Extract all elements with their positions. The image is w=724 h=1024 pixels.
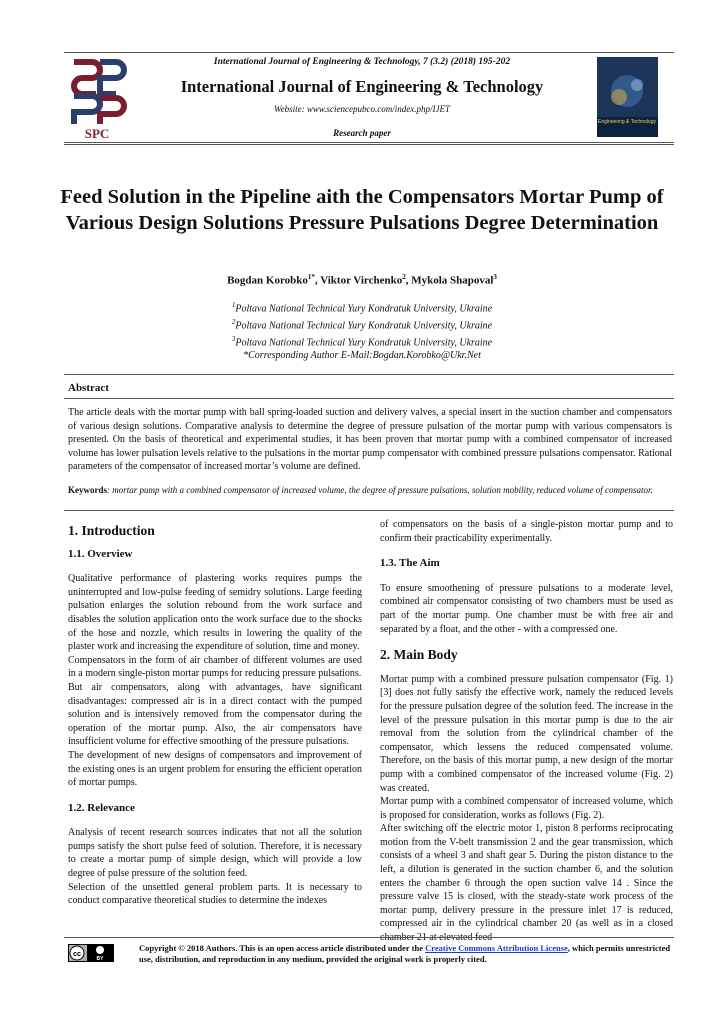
affiliations <box>0 299 724 363</box>
paragraph: But air compensators, along with advantages, have significant disadvantages: compressed air is in a direct contact with the pumped solution and is intensively removed from the compensator during the operation of the mortar pump. Also, the air compensators have insufficient volume for effective smoothing of the pressure pulsations. <box>68 681 362 748</box>
left-column <box>68 524 362 908</box>
author-superscript: 3 <box>493 273 497 281</box>
author-superscript: 2 <box>402 273 406 281</box>
right-column <box>380 518 673 945</box>
paragraph: To ensure smoothening of pressure pulsations to a moderate level, combined air compensator consisting of two chambers must be used as part of the mortar pump. One chamber must be with free air and separated by a float, and the other - with a compressed one. <box>380 582 673 635</box>
paragraph: of compensators on the basis of a single-piston mortar pump and to confirm their practicability experimentally. <box>380 519 673 544</box>
copyright-text-end: , which permits unrestricted use, distribution, and reproduction in any medium, provided the original work is properly cited. <box>139 943 671 964</box>
journal-cover-image <box>597 57 658 137</box>
abstract-heading: Abstract <box>68 382 109 394</box>
license-link[interactable]: Creative Commons Attribution License <box>425 943 568 953</box>
abstract-rule <box>64 398 674 399</box>
logo-text: SPC <box>84 126 110 140</box>
paragraph: Analysis of recent research sources indicates that not all the solution pumps satisfy the short pulse feed of solution. Therefore, it is necessary to create a mortar pump of simple design, which will provide a low degree of pulse pressure of the solution feed. <box>68 827 362 880</box>
header-top-rule <box>64 52 674 53</box>
journal-citation: International Journal of Engineering & Technology, 7 (3.2) (2018) 195-202 <box>213 57 511 67</box>
section-heading-introduction: 1. Introduction <box>68 523 155 538</box>
paragraph: The development of new designs of compensators and improvement of the existing ones is an urgent problem for ensuring the efficient operation of mortar pumps. <box>68 749 362 789</box>
author-list: Bogdan Korobko$^{1*}$, Viktor Virchenko$^2$, Mykola Shapoval$^3$ <box>227 273 497 287</box>
paragraph: Selection of the unsettled general problem parts. It is necessary to conduct comparative theoretical studies to determine the indexes <box>68 881 362 907</box>
creative-commons-badge <box>68 944 114 962</box>
affiliation-line: $^2$Poltava National Technical Yury Kondratuk University, Ukraine <box>231 317 493 332</box>
paragraph: Mortar pump with a combined pressure pulsation compensator (Fig. 1) [3] does not fully satisfy the effective work, namely the reduced levels for the pressure pulsation degree of the solution feed. The increase in the level of the pressure pulsation in this mortar pump is due to the air removal from the solution from the cylindrical chamber of the compensator, which lessens the reduced compensated volume. Therefore, on the basis of this mortar pump, a new design of the mortar pump with a combined compensator of the increased volume (Fig. 2) was created. <box>380 673 673 794</box>
paragraph: After switching off the electric motor 1, piston 8 performs reciprocating motion from the V-belt transmission 2 and the gear transmission, which consists of a wheel 3 and shaft gear 5. During the piston distance to the left, a dilution is generated in the suction chamber 6, and the solution enters the chamber 6 through the open suction valve 14 . Since the pressure valve 15 is closed, with the steady-state work process of the mortar pump, delivery pressure in the pressure inlet 17 is reduced, compressed air in the cylindrical chamber 20 (as well as in a closed chamber 21 at elevated feed <box>380 823 673 944</box>
affiliation-line: *Corresponding Author E-Mail:Bogdan.Korobko@Ukr.Net <box>243 350 481 362</box>
affiliation-line: $^3$Poltava National Technical Yury Kondratuk University, Ukraine <box>231 334 493 348</box>
cover-text: Engineering & Technology <box>597 119 657 125</box>
keywords-rule <box>64 510 674 511</box>
copyright-notice <box>139 943 674 965</box>
subsection-heading-overview: 1.1. Overview <box>68 547 133 560</box>
paragraph: Qualitative performance of plastering works requires pumps the uninterrupted and low-pulse feeding of semidry solutions. Large feeding pulsation enlarges the solution rebound from the work surface and disables the solution application onto the work surface due to the shocks of the hose and nozzle, which results in lowering the quality of the plaster work and increasing the expenditure of solution, time and money. <box>68 573 362 653</box>
paragraph: Compensators in the form of air chamber of different volumes are used in a modern single-piston mortar pumps for reducing pressure pulsations. <box>68 654 362 680</box>
abstract-text: The article deals with the mortar pump with ball spring-loaded suction and delivery valves, a special insert in the suction chamber and compensators of various design solutions. Comparative analysis to determine the degree of pressure pulsation of the mortar pump with various compensators is presented. On the basis of theoretical and experimental studies, it has been proven that mortar pump with a combined compensator of increased volume has lower pulsation levels relative to the pulsations in the mortar pump compensator with combined pressure pulsations compensator. Rational parameters of the compensator of increased mortar’s volume are defined. <box>68 407 672 472</box>
by-icon: BY <box>96 956 104 962</box>
paragraph: Mortar pump with a combined compensator of increased volume, which is proposed for consideration, works as follows (Fig. 2). <box>380 796 673 821</box>
subsection-heading-relevance: 1.2. Relevance <box>68 801 135 814</box>
footer-rule <box>64 937 674 938</box>
journal-website: Website: www.sciencepubco.com/index.php/IJET <box>274 104 450 114</box>
journal-title: International Journal of Engineering & Technology <box>180 77 544 96</box>
abstract-top-rule <box>64 374 674 375</box>
paper-title: Feed Solution in the Pipeline aith the Compensators Mortar Pump of Various Design Solutions Pressure Pulsations Degree Determination <box>60 186 664 234</box>
header-bottom-rule-2 <box>64 144 674 145</box>
copyright-text: Copyright © 2018 Authors. This is an open access article distributed under the <box>139 943 426 953</box>
article-type: Research paper <box>333 128 391 138</box>
keywords-text: : mortar pump with a combined compensator of increased volume, the degree of pressure pulsations, solution mobility, reduced volume of compensator. <box>107 485 653 495</box>
author-superscript: 1* <box>307 273 315 281</box>
affiliation-line: $^1$Poltava National Technical Yury Kondratuk University, Ukraine <box>231 301 493 315</box>
keywords <box>68 485 672 497</box>
header-bottom-rule <box>64 142 674 143</box>
section-heading-main-body: 2. Main Body <box>380 647 458 663</box>
keywords-label: Keywords <box>68 485 107 495</box>
cc-icon: cc <box>73 951 81 958</box>
subsection-heading-aim: 1.3. The Aim <box>380 557 440 570</box>
